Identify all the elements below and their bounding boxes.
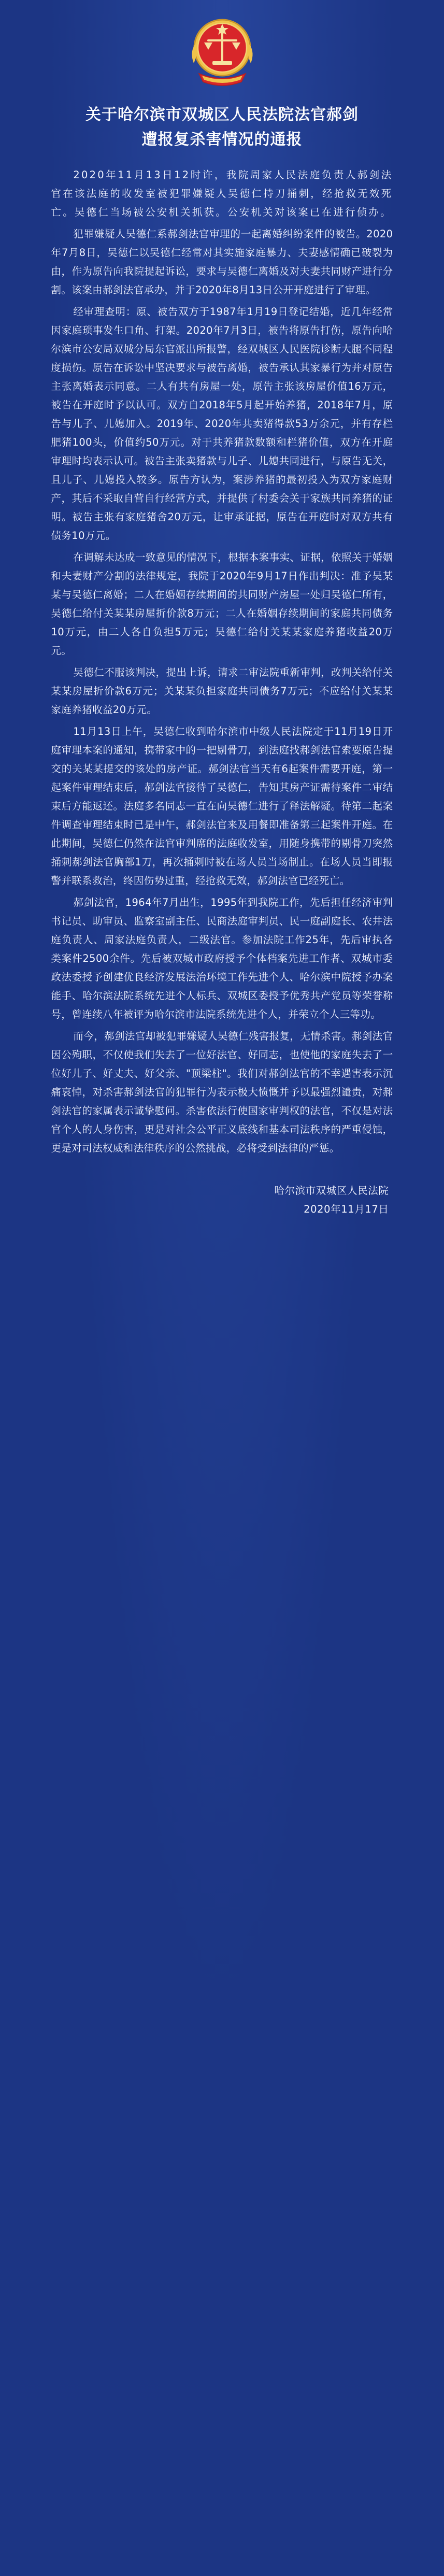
notice-body bbox=[51, 166, 393, 1161]
paragraph: 11月13日上午，吴德仁收到哈尔滨市中级人民法院定于11月19日开庭审理本案的通知，携带家中的一把剔骨刀，到法庭找郝剑法官索要原告提交的关某某提交的该处的房产证。郝剑法官当天有6起案件需要开庭，第一起案件审理结束后，郝剑法官接待了吴德仁，告知其房产证需待案件二审结束后方能返还。法庭多名同志一直在向吴德仁进行了释法解疑。待第二起案件调查审理结束时已是中午，郝剑法官来及用餐即准备第三起案件开庭。在此期间，吴德仁仍然在法官审判席的法庭收发室，用随身携带的剔骨刀突然捅刺郝剑法官胸部1刀，再次捅刺时被在场人员当场制止。在场人员当即报警并联系救治，终因伤势过重，经抢救无效，郝剑法官已经死亡。 bbox=[51, 725, 393, 887]
signature-date: 2020年11月17日 bbox=[304, 1203, 389, 1215]
title-line-2: 遭报复杀害情况的通报 bbox=[141, 131, 303, 149]
page-title bbox=[41, 103, 404, 152]
title-line-1: 关于哈尔滨市双城区人民法院法官郝剑 bbox=[85, 106, 359, 124]
paragraph: 经审理查明：原、被告双方于1987年1月19日登记结婚，近几年经常因家庭琐事发生口角、打架。2020年7月3日，被告将原告打伤，原告向哈尔滨市公安局双城分局东官派出所报警，经双城区人民医院诊断大腿不同程度损伤。原告在诉讼中坚决要求与被告离婚，被告承认其家暴行为并对原告主张离婚表示同意。二人有共有房屋一处，原告主张该房屋价值16万元，被告在开庭时予以认可。双方自2018年5月起开始养猪，2018年7月，原告与儿子、儿媳加入。2019年、2020年共卖猪得款53万余元，并有存栏肥猪100头，价值约50万元。对于共养猪款数额和栏猪价值，双方在开庭审理时均表示认可。被告主张卖猪款与儿子、儿媳共同进行，与原告无关，且儿子、儿媳投入较多。原告方认为，案涉养猪的最初投入为双方家庭财产，其后不采取自营自行经营方式，并提供了村委会关于家族共同养猪的证明。被告主张有家庭猪舍20万元，让审承证据，原告在开庭时对双方共有债务10万元。 bbox=[51, 306, 393, 542]
court-emblem-icon bbox=[178, 13, 266, 91]
paragraph: 2020年11月13日12时许，我院周家人民法庭负责人郝剑法官在该法庭的收发室被犯罪嫌疑人吴德仁持刀捅刺，经抢救无效死亡。吴德仁当场被公安机关抓获。公安机关对该案已在进行侦办。 bbox=[51, 169, 393, 218]
court-emblem bbox=[178, 13, 266, 91]
paragraph: 郝剑法官，1964年7月出生，1995年到我院工作，先后担任经济审判书记员、助审员、监察室副主任、民商法庭审判员、民一庭副庭长、农井法庭负责人、周家法庭负责人，二级法官。参加法院工作25年，先后审执各类案件2500余件。先后被双城市政府授予个体档案先进工作者、双城市委政法委授予创建优良经济发展法治环境工作先进个人、哈尔滨中院授予办案能手、哈尔滨法院系统先进个人标兵、双城区委授予优秀共产党员等荣誉称号，曾连续八年被评为哈尔滨市法院系统先进个人，并荣立个人三等功。 bbox=[51, 896, 393, 1020]
paragraph: 在调解未达成一致意见的情况下，根据本案事实、证据，依照关于婚姻和夫妻财产分割的法律规定，我院于2020年9月17日作出判决：准予吴某某与吴德仁离婚；二人在婚姻存续期间的共同财产房屋一处归吴德仁所有，吴德仁给付关某某房屋折价款8万元；二人在婚姻存续期间的家庭共同债务10万元，由二人各自负担5万元；吴德仁给付关某某家庭养猪收益20万元。 bbox=[51, 551, 393, 657]
signature-org: 哈尔滨市双城区人民法院 bbox=[274, 1185, 389, 1197]
paragraph: 而今，郝剑法官却被犯罪嫌疑人吴德仁残害报复，无情杀害。郝剑法官因公殉职，不仅使我们失去了一位好法官、好同志，也使他的家庭失去了一位好儿子、好丈夫、好父亲、"顶梁柱"。我们对郝剑法官的不幸遇害表示沉痛哀悼，对杀害郝剑法官的犯罪行为表示极大愤慨并予以最强烈谴责，对郝剑法官的家属表示诚挚慰问。杀害依法行使国家审判权的法官，不仅是对法官个人的人身伤害，更是对社会公平正义底线和基本司法秩序的严重侵蚀，更是对司法权威和法律秩序的公然挑战，必将受到法律的严惩。 bbox=[51, 1030, 393, 1154]
signature bbox=[51, 1182, 393, 1219]
paragraph: 犯罪嫌疑人吴德仁系郝剑法官审理的一起离婚纠纷案件的被告。2020年7月8日，吴德仁以吴德仁经常对其实施家庭暴力、夫妻感情确已破裂为由，作为原告向我院提起诉讼，要求与吴德仁离婚及对夫妻共同财产进行分割。该案由郝剑法官承办，并于2020年8月13日公开开庭进行了审理。 bbox=[51, 228, 393, 296]
paragraph: 吴德仁不服该判决，提出上诉，请求二审法院重新审判，改判关给付关某某房屋折价款6万元；关某某负担家庭共同债务7万元；不应给付关某某家庭养猪收益20万元。 bbox=[51, 666, 393, 716]
